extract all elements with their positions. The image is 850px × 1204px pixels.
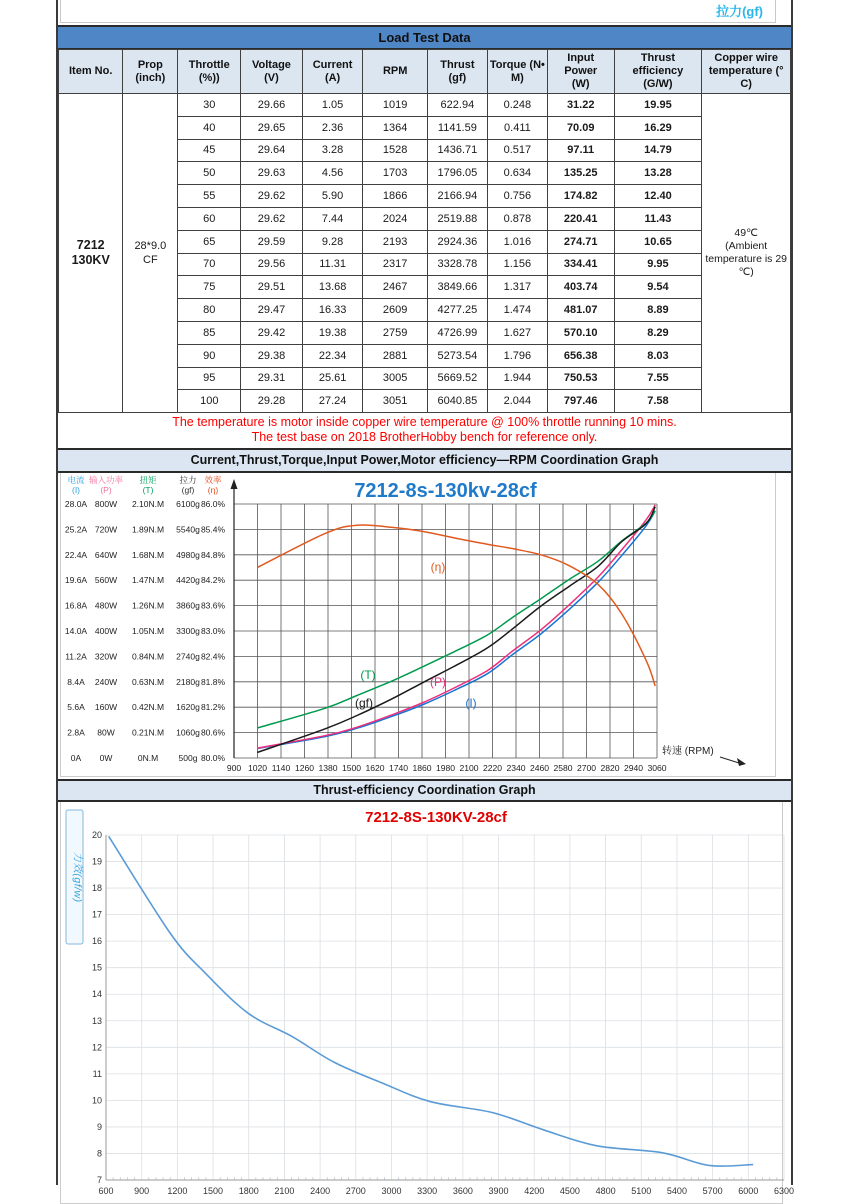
x-tick-label: 3900: [488, 1186, 509, 1197]
x-tick-label: 2400: [310, 1186, 331, 1197]
x-tick-label: 1500: [203, 1186, 224, 1197]
series-line-(T): [257, 511, 655, 728]
table-cell: 29.65: [241, 116, 302, 139]
left-axis-unit: (I): [71, 485, 81, 496]
table-cell: 11.31: [302, 253, 363, 276]
left-axis-name: 拉力: [179, 475, 197, 486]
table-cell: 1796.05: [427, 162, 487, 185]
y-tick-label: 17: [91, 909, 102, 920]
left-axis-tick-label: 2740g: [176, 651, 200, 662]
column-header: Item No.: [59, 50, 123, 94]
table-cell: 7.58: [614, 390, 702, 413]
left-axis-tick-label: 80.0%: [200, 753, 226, 764]
left-axis-tick-label: 1060g: [176, 727, 200, 738]
content-column: [56, 0, 795, 1197]
table-cell: 2881: [363, 344, 427, 367]
x-tick-label: 1620: [365, 763, 385, 774]
x-tick-label: 2100: [274, 1186, 295, 1197]
left-axis-tick-label: 2180g: [176, 676, 200, 687]
column-header: RPM: [363, 50, 427, 94]
y-axis-label: 力效(gf/w): [71, 851, 84, 903]
left-axis-tick-label: 0N.M: [137, 753, 159, 764]
y-tick-label: 11: [92, 1069, 102, 1080]
x-tick-label: 1800: [238, 1186, 259, 1197]
x-tick-label: 2940: [623, 763, 644, 774]
table-cell: 29.62: [241, 185, 302, 208]
y-tick-label: 7: [96, 1175, 102, 1186]
table-cell: 22.34: [302, 344, 363, 367]
load-test-table: [58, 49, 791, 413]
y-tick-label: 15: [91, 962, 102, 973]
left-axis-tick-label: 83.6%: [200, 600, 226, 611]
left-axis-tick-label: 800W: [94, 499, 118, 510]
x-tick-label: 4500: [559, 1186, 580, 1197]
y-tick-label: 10: [91, 1095, 102, 1106]
left-axis-tick-label: 0A: [70, 753, 82, 764]
table-cell: 29.63: [241, 162, 302, 185]
x-tick-label: 1380: [318, 763, 338, 774]
table-cell: 3051: [363, 390, 427, 413]
x-tick-label: 600: [98, 1186, 114, 1197]
table-cell: 3005: [363, 367, 427, 390]
x-tick-label: 1860: [412, 763, 432, 774]
table-cell: 9.28: [302, 230, 363, 253]
left-axis-tick-label: 1.89N.M: [131, 524, 165, 535]
table-cell: 174.82: [547, 185, 614, 208]
table-cell: 9.95: [614, 253, 702, 276]
prop-cell: 28*9.0 CF: [123, 94, 178, 413]
table-cell: 30: [178, 94, 241, 117]
left-axis-tick-label: 1.47N.M: [131, 575, 165, 586]
series-label: (T): [360, 668, 376, 683]
x-tick-label: 2460: [529, 763, 550, 774]
thrust-efficiency-curve: [109, 836, 754, 1166]
table-cell: 1.627: [487, 321, 547, 344]
table-cell: 622.94: [427, 94, 487, 117]
y-tick-label: 14: [91, 989, 102, 1000]
left-axis-tick-label: 28.0A: [64, 499, 88, 510]
x-tick-label: 6300: [773, 1186, 795, 1197]
graph1-section-title: Current,Thrust,Torque,Input Power,Motor efficiency—RPM Coordination Graph: [190, 453, 659, 468]
table-cell: 70.09: [547, 116, 614, 139]
column-header: Throttle (%)): [178, 50, 241, 94]
table-cell: 0.878: [487, 207, 547, 230]
x-tick-label: 4200: [524, 1186, 545, 1197]
table-cell: 7.44: [302, 207, 363, 230]
previous-chart-axis-label: 拉力(gf): [716, 3, 763, 19]
left-axis-tick-label: 240W: [94, 676, 118, 687]
table-cell: 403.74: [547, 276, 614, 299]
left-axis-tick-label: 81.8%: [200, 676, 226, 687]
table-cell: 14.79: [614, 139, 702, 162]
table-cell: 85: [178, 321, 241, 344]
table-cell: 55: [178, 185, 241, 208]
table-cell: 95: [178, 367, 241, 390]
left-axis-tick-label: 11.2A: [65, 651, 87, 662]
left-axis-tick-label: 2.8A: [67, 727, 85, 738]
table-cell: 29.62: [241, 207, 302, 230]
x-tick-label: 5700: [702, 1186, 723, 1197]
left-axis-tick-label: 0W: [99, 753, 113, 764]
table-cell: 80: [178, 299, 241, 322]
table-cell: 10.65: [614, 230, 702, 253]
table-cell: 1.944: [487, 367, 547, 390]
table-cell: 797.46: [547, 390, 614, 413]
copper-temp-cell: 49℃ (Ambient temperature is 29 ℃): [702, 94, 791, 413]
left-axis-tick-label: 160W: [94, 702, 118, 713]
table-cell: 40: [178, 116, 241, 139]
left-axis-name: 效率: [204, 475, 222, 486]
thrust-efficiency-graph: [58, 802, 795, 1202]
x-tick-label: 3300: [417, 1186, 438, 1197]
table-cell: 29.47: [241, 299, 302, 322]
x-axis-arrow: [737, 758, 746, 766]
table-cell: 220.41: [547, 207, 614, 230]
y-tick-label: 19: [91, 856, 102, 867]
left-axis-tick-label: 320W: [94, 651, 118, 662]
y-tick-label: 16: [91, 936, 102, 947]
table-cell: 8.89: [614, 299, 702, 322]
left-axis-tick-label: 80.6%: [200, 727, 226, 738]
table-cell: 97.11: [547, 139, 614, 162]
table-cell: 100: [178, 390, 241, 413]
table-cell: 1.317: [487, 276, 547, 299]
left-axis-unit: (P): [100, 485, 112, 496]
table-notes: [58, 413, 791, 450]
x-tick-label: 5100: [631, 1186, 652, 1197]
left-axis-tick-label: 400W: [94, 626, 118, 637]
x-tick-label: 1260: [294, 763, 315, 774]
table-cell: 2.36: [302, 116, 363, 139]
load-test-data-header-bar: [58, 25, 791, 49]
left-axis-tick-label: 1.05N.M: [131, 626, 165, 637]
table-cell: 1528: [363, 139, 427, 162]
left-axis-unit: (T): [142, 485, 154, 496]
table-cell: 29.31: [241, 367, 302, 390]
left-axis-tick-label: 4980g: [176, 549, 200, 560]
table-cell: 2.044: [487, 390, 547, 413]
table-body: [59, 94, 791, 413]
x-tick-label: 5400: [666, 1186, 687, 1197]
left-axis-tick-label: 0.84N.M: [131, 651, 165, 662]
y-tick-label: 12: [91, 1042, 102, 1053]
table-cell: 1703: [363, 162, 427, 185]
table-cell: 6040.85: [427, 390, 487, 413]
table-cell: 27.24: [302, 390, 363, 413]
column-header: Prop (inch): [123, 50, 178, 94]
left-axis-tick-label: 480W: [94, 600, 118, 611]
graph1-section-header: [58, 450, 791, 473]
graph1-area: [58, 473, 791, 779]
left-axis-tick-label: 19.6A: [64, 575, 88, 586]
left-axis-tick-label: 80W: [97, 727, 115, 738]
table-cell: 750.53: [547, 367, 614, 390]
table-cell: 29.64: [241, 139, 302, 162]
table-cell: 2317: [363, 253, 427, 276]
table-cell: 5273.54: [427, 344, 487, 367]
table-cell: 2924.36: [427, 230, 487, 253]
table-cell: 135.25: [547, 162, 614, 185]
table-cell: 1019: [363, 94, 427, 117]
left-axis-tick-label: 14.0A: [64, 626, 88, 637]
left-axis-tick-label: 16.8A: [64, 600, 88, 611]
y-tick-label: 18: [91, 883, 102, 894]
table-cell: 2759: [363, 321, 427, 344]
table-row: [59, 94, 791, 117]
table-cell: 274.71: [547, 230, 614, 253]
table-cell: 0.248: [487, 94, 547, 117]
y-tick-label: 20: [91, 830, 102, 841]
y-tick-label: 13: [91, 1015, 102, 1026]
x-axis-label: 转速 (RPM): [662, 746, 714, 758]
table-cell: 2193: [363, 230, 427, 253]
table-cell: 4.56: [302, 162, 363, 185]
graph1-title: 7212-8s-130kv-28cf: [354, 480, 537, 503]
table-cell: 19.38: [302, 321, 363, 344]
column-header: Input Power (W): [547, 50, 614, 94]
table-cell: 1364: [363, 116, 427, 139]
graph2-section-title: Thrust-efficiency Coordination Graph: [313, 783, 536, 798]
table-cell: 1.05: [302, 94, 363, 117]
left-axis-tick-label: 0.63N.M: [131, 676, 165, 687]
table-cell: 29.42: [241, 321, 302, 344]
left-axis-tick-label: 5540g: [176, 524, 200, 535]
left-axis-tick-label: 640W: [94, 549, 118, 560]
table-cell: 3849.66: [427, 276, 487, 299]
y-tick-label: 8: [96, 1148, 102, 1159]
previous-chart-axis-label-box: [60, 0, 776, 23]
x-tick-label: 6000: [738, 1186, 759, 1197]
table-cell: 29.51: [241, 276, 302, 299]
x-tick-label: 2100: [459, 763, 479, 774]
x-tick-label: 900: [226, 763, 242, 774]
table-cell: 5669.52: [427, 367, 487, 390]
x-tick-label: 2580: [553, 763, 573, 774]
column-header: Thrust efficiency (G/W): [614, 50, 702, 94]
table-cell: 25.61: [302, 367, 363, 390]
graph2-area: [58, 802, 795, 1202]
series-label: (P): [430, 675, 446, 690]
table-cell: 7.55: [614, 367, 702, 390]
left-axis-tick-label: 1.26N.M: [131, 600, 165, 611]
table-cell: 1866: [363, 185, 427, 208]
y-axis-arrow: [231, 479, 238, 489]
table-cell: 2467: [363, 276, 427, 299]
table-cell: 2609: [363, 299, 427, 322]
x-tick-label: 1740: [388, 763, 409, 774]
x-tick-label: 2220: [482, 763, 503, 774]
left-axis-tick-label: 500g: [178, 753, 198, 764]
left-axis-tick-label: 6100g: [176, 499, 200, 510]
left-axis-tick-label: 83.0%: [200, 626, 226, 637]
x-tick-label: 1980: [435, 763, 456, 774]
left-axis-tick-label: 0.21N.M: [131, 727, 165, 738]
table-cell: 481.07: [547, 299, 614, 322]
left-axis-tick-label: 86.0%: [200, 499, 226, 510]
table-cell: 29.56: [241, 253, 302, 276]
table-cell: 13.68: [302, 276, 363, 299]
table-cell: 16.29: [614, 116, 702, 139]
table-cell: 0.517: [487, 139, 547, 162]
left-axis-tick-label: 84.8%: [200, 549, 226, 560]
table-cell: 1.016: [487, 230, 547, 253]
table-cell: 29.66: [241, 94, 302, 117]
column-header: Current (A): [302, 50, 363, 94]
series-label: (η): [430, 560, 446, 575]
coordination-graph: [58, 473, 791, 779]
left-axis-tick-label: 1620g: [176, 702, 200, 713]
left-axis-name: 扭矩: [139, 475, 157, 486]
table-cell: 12.40: [614, 185, 702, 208]
table-cell: 19.95: [614, 94, 702, 117]
table-cell: 8.29: [614, 321, 702, 344]
left-axis-tick-label: 1.68N.M: [131, 549, 165, 560]
column-header: Copper wire temperature (° C): [702, 50, 791, 94]
table-cell: 65: [178, 230, 241, 253]
table-cell: 0.411: [487, 116, 547, 139]
column-header: Thrust (gf): [427, 50, 487, 94]
table-header-row: [59, 50, 791, 94]
x-tick-label: 900: [134, 1186, 150, 1197]
table-cell: 45: [178, 139, 241, 162]
x-tick-label: 1140: [271, 763, 291, 774]
left-axis-tick-label: 5.6A: [67, 702, 85, 713]
x-tick-label: 4800: [595, 1186, 616, 1197]
x-tick-label: 3000: [381, 1186, 402, 1197]
x-tick-label: 2340: [506, 763, 526, 774]
table-cell: 570.10: [547, 321, 614, 344]
column-header: Torque (N• M): [487, 50, 547, 94]
graph2-title: 7212-8S-130KV-28cf: [365, 809, 507, 827]
table-cell: 16.33: [302, 299, 363, 322]
x-tick-label: 3600: [452, 1186, 473, 1197]
item-no-cell: 7212 130KV: [59, 94, 123, 413]
table-cell: 1436.71: [427, 139, 487, 162]
left-axis-unit: (η): [207, 485, 219, 496]
table-cell: 4726.99: [427, 321, 487, 344]
left-axis-unit: (gf): [181, 485, 195, 496]
left-axis-tick-label: 81.2%: [200, 702, 226, 713]
left-axis-tick-label: 22.4A: [64, 549, 88, 560]
table-cell: 0.756: [487, 185, 547, 208]
left-axis-tick-label: 4420g: [176, 575, 200, 586]
table-cell: 1141.59: [427, 116, 487, 139]
table-cell: 50: [178, 162, 241, 185]
note-line-1: The temperature is motor inside copper wire temperature @ 100% throttle running 10 mins.: [172, 415, 677, 430]
left-axis-tick-label: 82.4%: [200, 651, 226, 662]
previous-chart-tail: [58, 0, 791, 25]
left-axis-tick-label: 0.42N.M: [131, 702, 165, 713]
load-test-data-title: Load Test Data: [378, 30, 471, 45]
table-cell: 31.22: [547, 94, 614, 117]
table-cell: 1.156: [487, 253, 547, 276]
series-label: (I): [465, 696, 477, 711]
left-axis-tick-label: 3860g: [176, 600, 200, 611]
table-cell: 5.90: [302, 185, 363, 208]
table-cell: 8.03: [614, 344, 702, 367]
x-tick-label: 2820: [600, 763, 620, 774]
table-cell: 4277.25: [427, 299, 487, 322]
left-axis-tick-label: 560W: [94, 575, 118, 586]
left-axis-tick-label: 85.4%: [200, 524, 226, 535]
table-cell: 29.59: [241, 230, 302, 253]
series-line-(I): [257, 511, 655, 749]
left-axis-name: 输入功率: [88, 475, 124, 486]
left-axis-tick-label: 3300g: [176, 626, 200, 637]
table-cell: 2166.94: [427, 185, 487, 208]
series-line-(gf): [257, 507, 655, 753]
left-axis-name: 电流: [67, 475, 85, 486]
table-cell: 2024: [363, 207, 427, 230]
table-cell: 13.28: [614, 162, 702, 185]
left-axis-tick-label: 720W: [94, 524, 118, 535]
x-tick-label: 2700: [576, 763, 597, 774]
x-tick-label: 1020: [247, 763, 268, 774]
x-tick-label: 2700: [345, 1186, 366, 1197]
table-cell: 334.41: [547, 253, 614, 276]
left-axis-tick-label: 25.2A: [64, 524, 88, 535]
left-axis-tick-label: 84.2%: [200, 575, 226, 586]
table-cell: 75: [178, 276, 241, 299]
table-cell: 0.634: [487, 162, 547, 185]
x-tick-label: 1500: [341, 763, 362, 774]
table-cell: 656.38: [547, 344, 614, 367]
note-line-2: The test base on 2018 BrotherHobby bench for reference only.: [251, 430, 598, 445]
table-cell: 9.54: [614, 276, 702, 299]
table-cell: 11.43: [614, 207, 702, 230]
table-cell: 29.38: [241, 344, 302, 367]
left-axis-tick-label: 2.10N.M: [131, 499, 165, 510]
graph2-section-header: [58, 779, 791, 802]
column-header: Voltage (V): [241, 50, 302, 94]
x-tick-label: 1200: [167, 1186, 188, 1197]
table-cell: 2519.88: [427, 207, 487, 230]
table-cell: 1.474: [487, 299, 547, 322]
table-cell: 3.28: [302, 139, 363, 162]
x-axis-arrow-line: [720, 757, 739, 763]
series-label: (gf): [355, 696, 373, 711]
table-cell: 1.796: [487, 344, 547, 367]
y-tick-label: 9: [96, 1122, 102, 1133]
table-cell: 90: [178, 344, 241, 367]
table-cell: 70: [178, 253, 241, 276]
table-cell: 60: [178, 207, 241, 230]
table-cell: 3328.78: [427, 253, 487, 276]
table-cell: 29.28: [241, 390, 302, 413]
left-axis-tick-label: 8.4A: [67, 676, 85, 687]
x-tick-label: 3060: [647, 763, 667, 774]
series-line-(P): [257, 505, 655, 748]
